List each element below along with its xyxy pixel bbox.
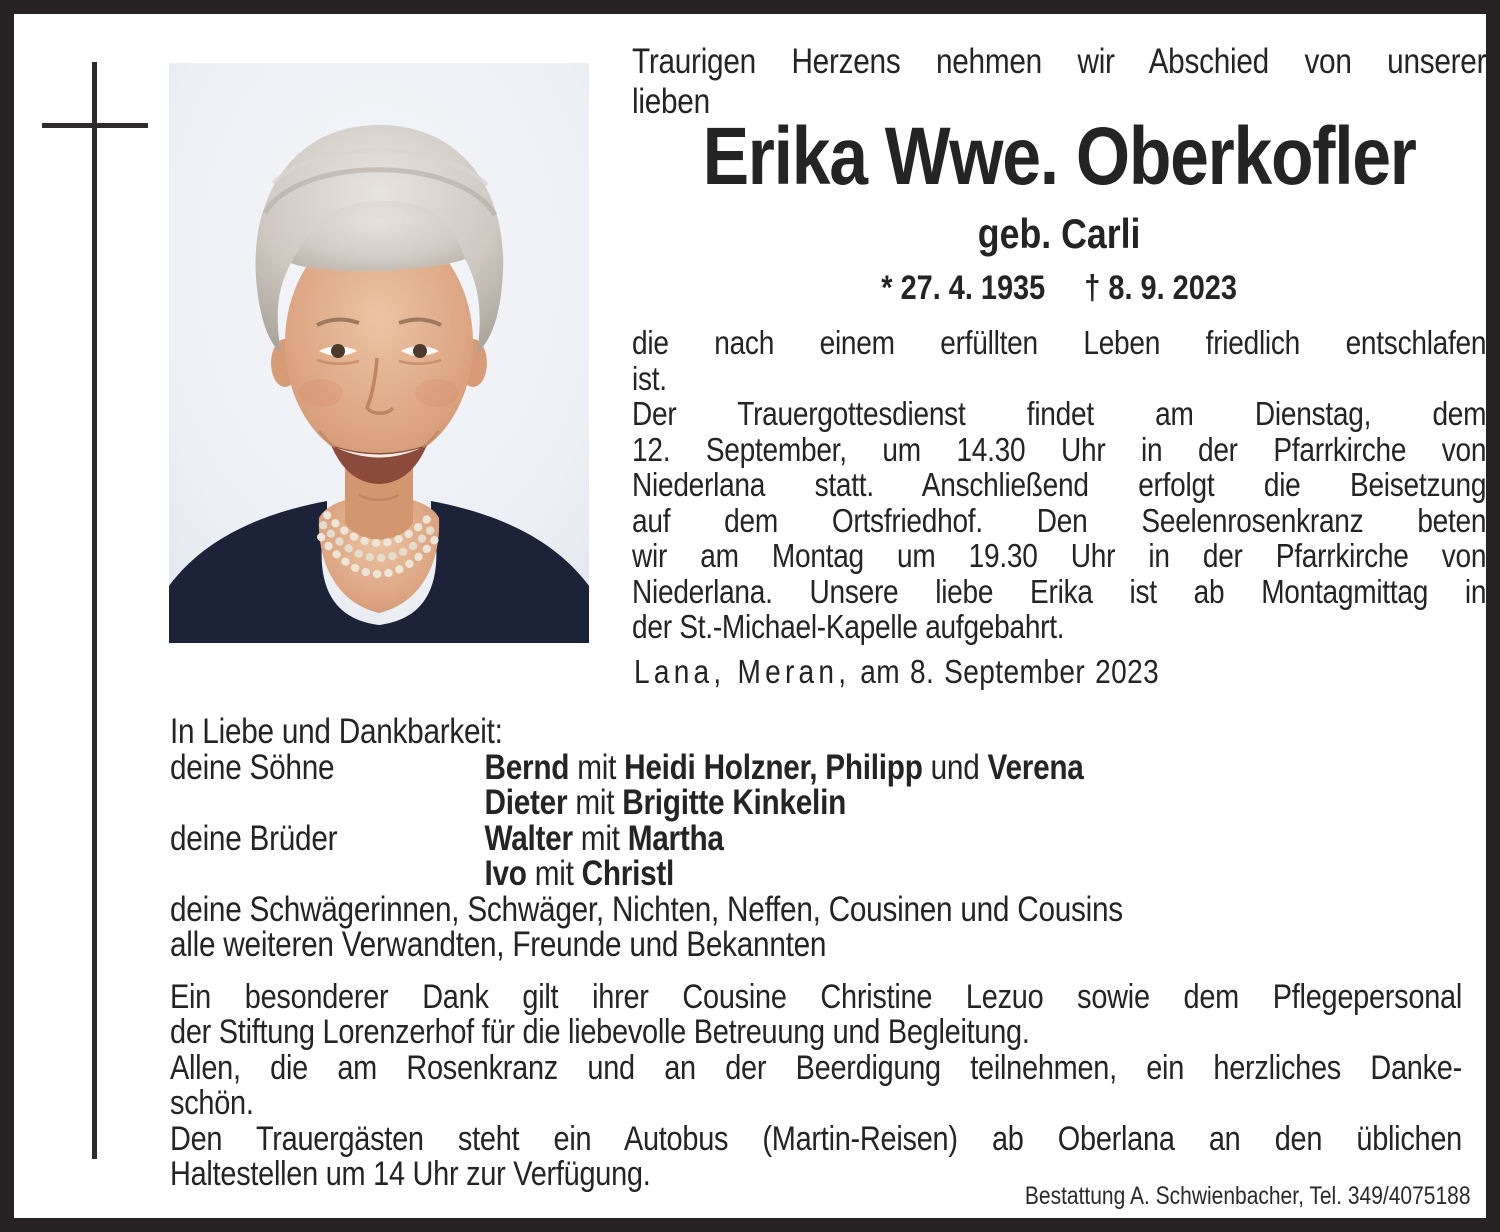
mourner-row	[170, 785, 1462, 821]
mourner-name: Dieter	[484, 783, 568, 822]
mourner-name: Martha	[627, 818, 724, 858]
text-line: lieben	[632, 82, 710, 121]
portrait-photo	[169, 63, 589, 643]
dateline-places: Lana, Meran,	[634, 653, 851, 690]
portrait-illustration	[169, 63, 589, 643]
mourner-relation-label: deine Brüder	[170, 818, 338, 858]
text-line: wir am Montag um 19.30 Uhr in der Pfarrkirche von	[632, 537, 1487, 574]
mourner-relation-label: deine Söhne	[170, 747, 335, 787]
mourner-row	[170, 747, 1462, 787]
text-line: Ein besonderer Dank gilt ihrer Cousine Christine Lezuo sowie dem Pflegepersonal	[170, 978, 1462, 1016]
mourner-rows	[170, 747, 1462, 893]
undertaker-info: Bestattung A. Schwienbacher, Tel. 349/4075188	[1024, 1182, 1470, 1210]
intro-text	[632, 42, 1486, 122]
death-date: † 8. 9. 2023	[1084, 269, 1237, 307]
text-line: deine Schwägerinnen, Schwäger, Nichten, Neffen, Cousinen und Cousins	[170, 889, 1123, 929]
mourner-name: Heidi Holzner, Philipp	[624, 747, 923, 787]
mourner-name: Walter	[484, 818, 573, 858]
dateline	[634, 654, 1488, 690]
mourner-name: Christl	[581, 854, 675, 893]
text-line: Allen, die am Rosenkranz und an der Beerdigung teilnehmen, ein herzliches Danke-	[170, 1048, 1462, 1087]
text-line: Traurigen Herzens nehmen wir Abschied von unserer	[632, 42, 1487, 81]
mourner-name: Bernd	[484, 747, 570, 787]
text-line: ist.	[632, 359, 667, 397]
mourner-connector: mit	[572, 818, 628, 858]
dateline-date: am 8. September 2023	[850, 653, 1160, 690]
mourner-connector: und	[922, 747, 988, 787]
mourners-extra	[170, 889, 1462, 964]
mourners-heading: In Liebe und Dankbarkeit:	[170, 712, 503, 751]
text-line: der Stiftung Lorenzerhof für die liebevolle Betreuung und Begleitung.	[170, 1013, 1030, 1052]
funeral-details	[632, 325, 1486, 645]
text-line: Den Trauergästen steht ein Autobus (Martin-Reisen) ab Oberlana an den üblichen	[170, 1119, 1462, 1158]
text-line: auf dem Ortsfriedhof. Den Seelenrosenkranz beten	[632, 501, 1487, 539]
text-line: Niederlana statt. Anschließend erfolgt die Beisetzung	[632, 466, 1487, 503]
cross-icon	[92, 62, 97, 1159]
cross-icon-bar	[42, 123, 148, 128]
maiden-name: geb. Carli	[977, 210, 1141, 257]
mourner-connector: mit	[569, 747, 625, 787]
birth-date: * 27. 4. 1935	[881, 269, 1046, 307]
text-line: Niederlana. Unsere liebe Erika ist ab Montagmittag in	[632, 572, 1487, 610]
mourner-name: Verena	[987, 747, 1084, 787]
text-line: schön.	[170, 1084, 254, 1123]
text-line: 12. September, um 14.30 Uhr in der Pfarrkirche von	[632, 430, 1487, 468]
text-line: die nach einem erfüllten Leben friedlich entschlafen	[632, 324, 1487, 361]
deceased-name: Erika Wwe. Oberkofler	[702, 111, 1416, 202]
text-line: der St.-Michael-Kapelle aufgebahrt.	[632, 608, 1065, 645]
text-line: Der Trauergottesdienst findet am Dienstag, dem	[632, 395, 1487, 432]
mourner-row	[170, 856, 1462, 892]
mourner-connector: mit	[567, 783, 623, 822]
mourner-name: Brigitte Kinkelin	[622, 783, 847, 822]
mourners-section	[170, 714, 1462, 963]
life-dates	[632, 270, 1486, 306]
thanks-section	[170, 980, 1462, 1192]
mourner-name: Ivo	[484, 854, 527, 893]
mourner-connector: mit	[526, 854, 582, 893]
text-line: alle weiteren Verwandten, Freunde und Bekannten	[170, 925, 827, 964]
mourner-row	[170, 818, 1462, 858]
text-line: Haltestellen um 14 Uhr zur Verfügung.	[170, 1155, 651, 1194]
